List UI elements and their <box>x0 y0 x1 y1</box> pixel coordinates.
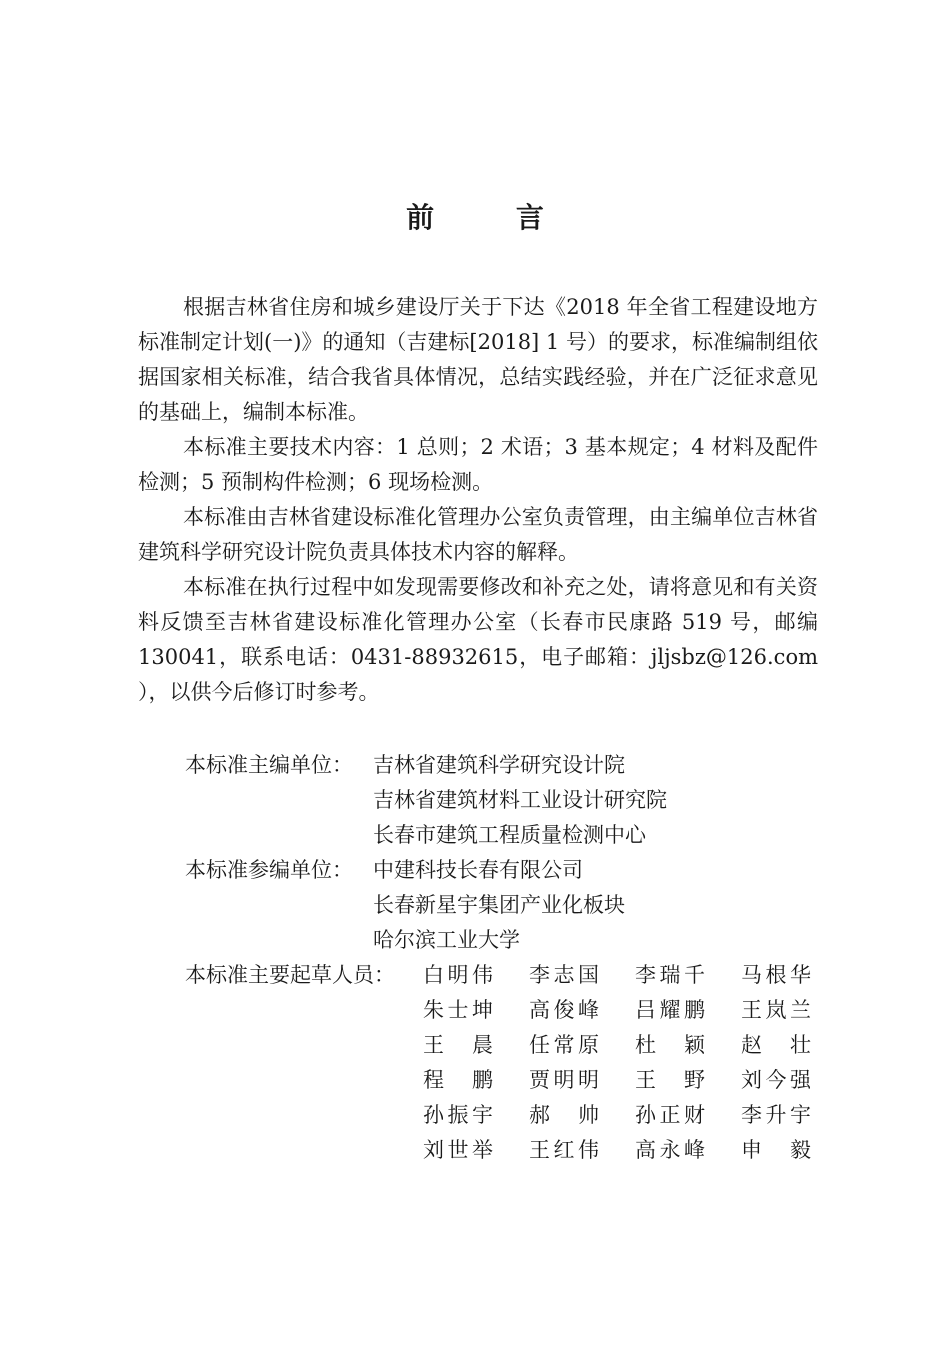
drafters-row <box>185 958 825 1168</box>
drafter-name: 王红伟 <box>529 1138 599 1162</box>
drafter-name: 郝帅 <box>529 1103 599 1127</box>
drafter-name: 刘世举 <box>423 1138 493 1162</box>
drafter-name: 李瑞千 <box>635 963 705 987</box>
drafter-name: 孙振宇 <box>423 1103 493 1127</box>
drafter-name: 程鹏 <box>423 1068 493 1092</box>
participating-unit: 中建科技长春有限公司 <box>373 858 583 882</box>
participating-unit: 哈尔滨工业大学 <box>373 928 520 952</box>
participating-row <box>185 853 825 958</box>
drafter-name: 杜颖 <box>635 1033 705 1057</box>
drafter-name: 刘今强 <box>741 1068 811 1092</box>
drafter-name: 白明伟 <box>423 963 493 987</box>
drafter-name: 朱士坤 <box>423 998 493 1022</box>
participating-label: 本标准参编单位： <box>185 858 353 882</box>
drafter-name: 贾明明 <box>529 1068 599 1092</box>
preface-body <box>138 290 818 710</box>
chief-editor-unit: 吉林省建筑科学研究设计院 <box>373 753 625 777</box>
drafter-name: 吕耀鹏 <box>635 998 705 1022</box>
drafter-name: 高俊峰 <box>529 998 599 1022</box>
participating-unit: 长春新星宇集团产业化板块 <box>373 893 625 917</box>
drafter-name: 申毅 <box>741 1138 811 1162</box>
drafter-name: 李志国 <box>529 963 599 987</box>
drafter-name: 马根华 <box>741 963 811 987</box>
paragraph-basis: 根据吉林省住房和城乡建设厅关于下达《2018 年全省工程建设地方标准制定计划(一)》的通知（吉建标[2018] 1 号）的要求，标准编制组依据国家相关标准，结合我省具体情况，总结实践经验，并在广泛征求意见的基础上，编制本标准。 <box>138 295 818 424</box>
chief-editor-units <box>373 748 825 853</box>
drafters-names <box>423 958 825 1168</box>
paragraph-contents: 本标准主要技术内容：1 总则；2 术语；3 基本规定；4 材料及配件检测；5 预制构件检测；6 现场检测。 <box>138 435 818 494</box>
drafter-name: 王晨 <box>423 1033 493 1057</box>
drafter-name: 李升宇 <box>741 1103 811 1127</box>
drafter-name: 王岚兰 <box>741 998 811 1022</box>
drafter-name: 孙正财 <box>635 1103 705 1127</box>
chief-editor-label: 本标准主编单位： <box>185 753 353 777</box>
credits-section <box>185 748 825 1168</box>
chief-editor-row <box>185 748 825 853</box>
drafter-name: 任常原 <box>529 1033 599 1057</box>
chief-editor-unit: 长春市建筑工程质量检测中心 <box>373 823 646 847</box>
participating-units <box>373 853 825 958</box>
page-title: 前 言 <box>406 201 580 234</box>
drafter-name: 赵壮 <box>741 1033 811 1057</box>
paragraph-feedback: 本标准在执行过程中如发现需要修改和补充之处，请将意见和有关资料反馈至吉林省建设标准化管理办公室（长春市民康路 519 号，邮编 130041，联系电话：0431-88932615，电子邮箱：jljsbz@126.com ），以供今后修订时参考。 <box>138 575 818 704</box>
drafter-name: 高永峰 <box>635 1138 705 1162</box>
paragraph-management: 本标准由吉林省建设标准化管理办公室负责管理，由主编单位吉林省建筑科学研究设计院负责具体技术内容的解释。 <box>138 505 818 564</box>
drafters-label: 本标准主要起草人员： <box>185 963 395 987</box>
chief-editor-unit: 吉林省建筑材料工业设计研究院 <box>373 788 667 812</box>
drafter-name: 王野 <box>635 1068 705 1092</box>
